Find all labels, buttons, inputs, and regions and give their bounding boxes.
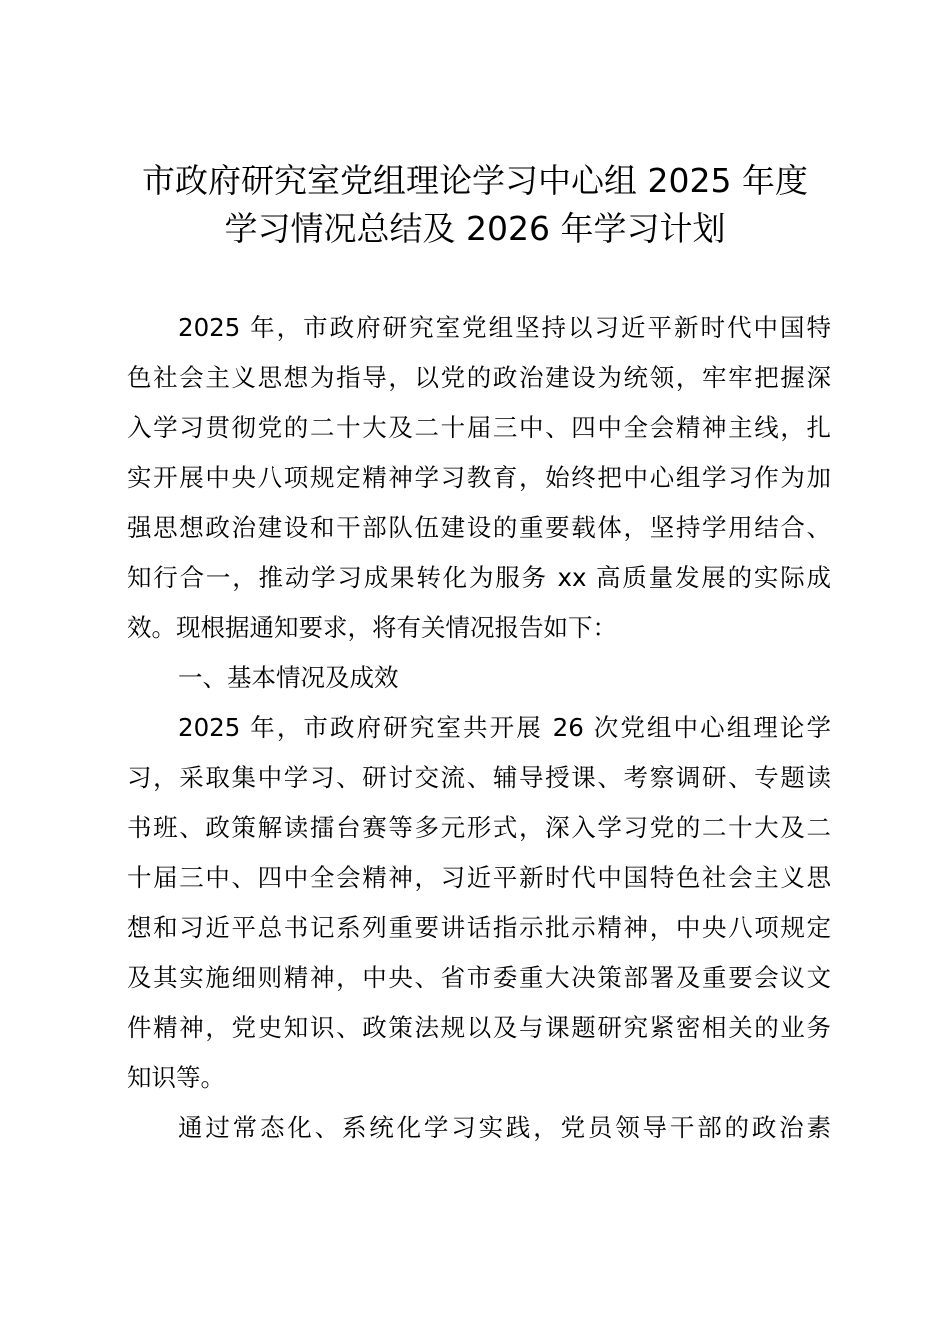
body-text-line: 习，采取集中学习、研讨交流、辅导授课、考察调研、专题读 <box>127 763 831 792</box>
body-text-line: 想和习近平总书记系列重要讲话指示批示精神，中央八项规定 <box>127 913 831 942</box>
body-text-line: 强思想政治建设和干部队伍建设的重要载体，坚持学用结合、 <box>127 513 831 542</box>
body-text-line: 2025 年，市政府研究室共开展 26 次党组中心组理论学 <box>178 713 831 742</box>
document-title-line-2: 学习情况总结及 2026 年学习计划 <box>224 209 726 248</box>
body-text-line: 书班、政策解读擂台赛等多元形式，深入学习党的二十大及二 <box>127 813 831 842</box>
body-text-line: 入学习贯彻党的二十大及二十届三中、四中全会精神主线，扎 <box>127 413 831 442</box>
body-text-line: 及其实施细则精神，中央、省市委重大决策部署及重要会议文 <box>127 963 831 992</box>
body-text-line: 实开展中央八项规定精神学习教育，始终把中心组学习作为加 <box>127 463 831 492</box>
document-title-line-1: 市政府研究室党组理论学习中心组 2025 年度 <box>142 161 808 200</box>
body-text-line: 知行合一，推动学习成果转化为服务 xx 高质量发展的实际成 <box>127 563 831 592</box>
body-text-line: 2025 年，市政府研究室党组坚持以习近平新时代中国特 <box>178 313 831 342</box>
body-text-line: 十届三中、四中全会精神，习近平新时代中国特色社会主义思 <box>127 863 831 892</box>
body-text-line: 色社会主义思想为指导，以党的政治建设为统领，牢牢把握深 <box>127 363 831 392</box>
body-text-line: 件精神，党史知识、政策法规以及与课题研究紧密相关的业务 <box>127 1013 831 1042</box>
body-text-line: 通过常态化、系统化学习实践，党员领导干部的政治素 <box>178 1113 831 1142</box>
body-text-line: 效。现根据通知要求，将有关情况报告如下： <box>127 613 617 642</box>
section-heading: 一、基本情况及成效 <box>178 663 399 692</box>
body-text-line: 知识等。 <box>127 1063 225 1092</box>
